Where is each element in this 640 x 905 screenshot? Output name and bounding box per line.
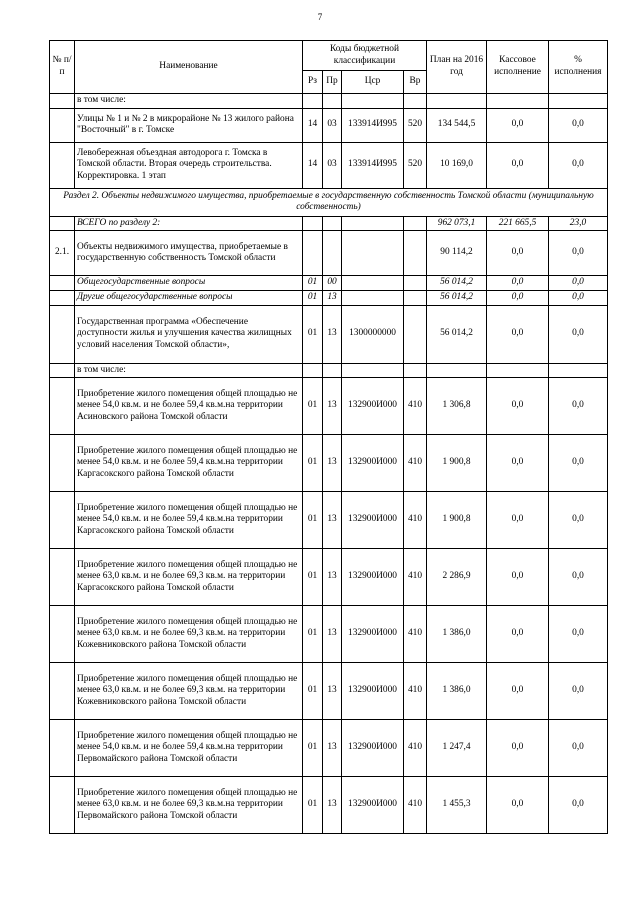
cell-pct: 0,0 bbox=[549, 290, 608, 305]
cell-empty bbox=[549, 94, 608, 109]
cell-cash: 0,0 bbox=[487, 108, 549, 142]
cell-name: в том числе: bbox=[75, 363, 303, 378]
cell-rz: 01 bbox=[303, 777, 323, 834]
cell-cash: 0,0 bbox=[487, 290, 549, 305]
cell-name: Другие общегосударственные вопросы bbox=[75, 290, 303, 305]
page-number: 7 bbox=[317, 12, 323, 22]
cell-cash: 0,0 bbox=[487, 231, 549, 276]
cell-vr: 410 bbox=[404, 492, 427, 549]
col-header-pct: % исполнения bbox=[549, 41, 608, 94]
cell-csr: 132900И000 bbox=[342, 378, 404, 435]
cell-pct: 0,0 bbox=[549, 549, 608, 606]
cell-num bbox=[50, 276, 75, 291]
cell-pr: 13 bbox=[323, 549, 342, 606]
cell-pct: 0,0 bbox=[549, 492, 608, 549]
table-row bbox=[50, 492, 608, 549]
cell-num bbox=[50, 435, 75, 492]
cell-csr: 132900И000 bbox=[342, 549, 404, 606]
cell-vr bbox=[404, 231, 427, 276]
table-row bbox=[50, 378, 608, 435]
cell-plan: 56 014,2 bbox=[427, 276, 487, 291]
cell-rz: 01 bbox=[303, 435, 323, 492]
cell-pct: 0,0 bbox=[549, 720, 608, 777]
cell-vr bbox=[404, 216, 427, 231]
table-row bbox=[50, 435, 608, 492]
cell-csr bbox=[342, 276, 404, 291]
section-title: Раздел 2. Объекты недвижимого имущества, приобретаемые в государственную собственность Томской области (муниципальную собственность) bbox=[50, 188, 608, 216]
cell-pr: 13 bbox=[323, 305, 342, 363]
cell-pct: 0,0 bbox=[549, 276, 608, 291]
cell-csr: 132900И000 bbox=[342, 663, 404, 720]
cell-empty bbox=[323, 363, 342, 378]
cell-num bbox=[50, 94, 75, 109]
cell-cash: 0,0 bbox=[487, 142, 549, 188]
col-header-rz: Рз bbox=[303, 71, 323, 94]
cell-csr: 133914И995 bbox=[342, 108, 404, 142]
cell-plan: 90 114,2 bbox=[427, 231, 487, 276]
cell-pct: 0,0 bbox=[549, 435, 608, 492]
cell-vr: 410 bbox=[404, 435, 427, 492]
cell-vr: 410 bbox=[404, 606, 427, 663]
cell-vr: 520 bbox=[404, 108, 427, 142]
cell-plan: 1 247,4 bbox=[427, 720, 487, 777]
cell-rz: 01 bbox=[303, 276, 323, 291]
table-row bbox=[50, 606, 608, 663]
cell-pr bbox=[323, 231, 342, 276]
cell-empty bbox=[427, 363, 487, 378]
cell-name: Приобретение жилого помещения общей площадью не менее 54,0 кв.м. и не более 59,4 кв.м.на территории Каргасокского района Томской области bbox=[75, 435, 303, 492]
cell-name: Улицы № 1 и № 2 в микрорайоне № 13 жилого района "Восточный" в г. Томске bbox=[75, 108, 303, 142]
cell-name: Общегосударственные вопросы bbox=[75, 276, 303, 291]
cell-pct: 0,0 bbox=[549, 142, 608, 188]
cell-vr: 410 bbox=[404, 777, 427, 834]
cell-plan: 10 169,0 bbox=[427, 142, 487, 188]
cell-plan: 1 900,8 bbox=[427, 435, 487, 492]
cell-empty bbox=[323, 94, 342, 109]
table-row bbox=[50, 720, 608, 777]
cell-vr: 520 bbox=[404, 142, 427, 188]
cell-plan: 1 386,0 bbox=[427, 606, 487, 663]
cell-empty bbox=[404, 363, 427, 378]
cell-pr: 00 bbox=[323, 276, 342, 291]
cell-vr: 410 bbox=[404, 720, 427, 777]
cell-csr: 132900И000 bbox=[342, 777, 404, 834]
cell-csr: 132900И000 bbox=[342, 435, 404, 492]
cell-vr bbox=[404, 305, 427, 363]
table-row bbox=[50, 216, 608, 231]
table-row bbox=[50, 290, 608, 305]
cell-vr bbox=[404, 276, 427, 291]
cell-name: Приобретение жилого помещения общей площадью не менее 63,0 кв.м. и не более 69,3 кв.м. на территории Кожевниковского района Томской области bbox=[75, 663, 303, 720]
cell-cash: 0,0 bbox=[487, 777, 549, 834]
cell-name: Приобретение жилого помещения общей площадью не менее 54,0 кв.м. и не более 59,4 кв.м.на территории Первомайского района Томской области bbox=[75, 720, 303, 777]
cell-pr: 13 bbox=[323, 663, 342, 720]
cell-pct: 0,0 bbox=[549, 378, 608, 435]
cell-plan: 1 306,8 bbox=[427, 378, 487, 435]
cell-csr bbox=[342, 290, 404, 305]
cell-rz: 01 bbox=[303, 378, 323, 435]
cell-pr: 13 bbox=[323, 606, 342, 663]
cell-rz: 01 bbox=[303, 606, 323, 663]
cell-csr bbox=[342, 216, 404, 231]
table-row bbox=[50, 549, 608, 606]
cell-num bbox=[50, 549, 75, 606]
cell-num bbox=[50, 492, 75, 549]
cell-pr: 13 bbox=[323, 435, 342, 492]
table-row bbox=[50, 94, 608, 109]
cell-csr: 1300000000 bbox=[342, 305, 404, 363]
cell-name: Приобретение жилого помещения общей площадью не менее 54,0 кв.м. и не более 59,4 кв.м.на территории Асиновского района Томской области bbox=[75, 378, 303, 435]
cell-num bbox=[50, 663, 75, 720]
cell-num: 2.1. bbox=[50, 231, 75, 276]
cell-empty bbox=[342, 94, 404, 109]
table-row bbox=[50, 663, 608, 720]
cell-rz: 14 bbox=[303, 108, 323, 142]
cell-empty bbox=[303, 94, 323, 109]
col-header-plan: План на 2016 год bbox=[427, 41, 487, 94]
cell-csr: 133914И995 bbox=[342, 142, 404, 188]
cell-name: Приобретение жилого помещения общей площадью не менее 54,0 кв.м. и не более 59,4 кв.м.на территории Каргасокского района Томской области bbox=[75, 492, 303, 549]
cell-plan: 1 900,8 bbox=[427, 492, 487, 549]
cell-plan: 2 286,9 bbox=[427, 549, 487, 606]
cell-cash: 0,0 bbox=[487, 720, 549, 777]
cell-rz: 01 bbox=[303, 492, 323, 549]
cell-pr: 03 bbox=[323, 142, 342, 188]
table-row bbox=[50, 108, 608, 142]
cell-plan: 134 544,5 bbox=[427, 108, 487, 142]
col-header-codes: Коды бюджетной классификации bbox=[303, 41, 427, 71]
cell-empty bbox=[303, 363, 323, 378]
cell-pct: 0,0 bbox=[549, 108, 608, 142]
cell-vr bbox=[404, 290, 427, 305]
cell-empty bbox=[549, 363, 608, 378]
cell-cash: 0,0 bbox=[487, 305, 549, 363]
cell-pr: 13 bbox=[323, 290, 342, 305]
cell-plan: 56 014,2 bbox=[427, 290, 487, 305]
cell-csr bbox=[342, 231, 404, 276]
col-header-pr: Пр bbox=[323, 71, 342, 94]
cell-empty bbox=[427, 94, 487, 109]
cell-rz: 01 bbox=[303, 549, 323, 606]
table-row bbox=[50, 305, 608, 363]
cell-name: Приобретение жилого помещения общей площадью не менее 63,0 кв.м. и не более 69,3 кв.м. на территории Кожевниковского района Томской области bbox=[75, 606, 303, 663]
cell-empty bbox=[342, 363, 404, 378]
cell-pr: 13 bbox=[323, 720, 342, 777]
cell-rz: 01 bbox=[303, 663, 323, 720]
cell-pr bbox=[323, 216, 342, 231]
cell-plan: 1 455,3 bbox=[427, 777, 487, 834]
cell-num bbox=[50, 720, 75, 777]
cell-num bbox=[50, 363, 75, 378]
cell-num bbox=[50, 142, 75, 188]
col-header-name: Наименование bbox=[75, 41, 303, 94]
cell-empty bbox=[487, 94, 549, 109]
cell-name: Левобережная объездная автодорога г. Томска в Томской области. Вторая очередь строительства. Корректировка. 1 этап bbox=[75, 142, 303, 188]
cell-num bbox=[50, 777, 75, 834]
cell-csr: 132900И000 bbox=[342, 720, 404, 777]
cell-pct: 0,0 bbox=[549, 305, 608, 363]
cell-pr: 13 bbox=[323, 777, 342, 834]
cell-empty bbox=[404, 94, 427, 109]
cell-name: в том числе: bbox=[75, 94, 303, 109]
cell-pct: 0,0 bbox=[549, 606, 608, 663]
cell-vr: 410 bbox=[404, 378, 427, 435]
cell-vr: 410 bbox=[404, 549, 427, 606]
cell-rz: 14 bbox=[303, 142, 323, 188]
table-body bbox=[50, 94, 608, 834]
cell-csr: 132900И000 bbox=[342, 492, 404, 549]
col-header-vr: Вр bbox=[404, 71, 427, 94]
cell-empty bbox=[487, 363, 549, 378]
cell-cash: 221 665,5 bbox=[487, 216, 549, 231]
col-header-csr: Цср bbox=[342, 71, 404, 94]
cell-pct: 0,0 bbox=[549, 777, 608, 834]
cell-cash: 0,0 bbox=[487, 549, 549, 606]
cell-cash: 0,0 bbox=[487, 435, 549, 492]
cell-cash: 0,0 bbox=[487, 663, 549, 720]
cell-plan: 56 014,2 bbox=[427, 305, 487, 363]
cell-name: Приобретение жилого помещения общей площадью не менее 63,0 кв.м. и не более 69,3 кв.м. на территории Каргасокского района Томской области bbox=[75, 549, 303, 606]
cell-cash: 0,0 bbox=[487, 378, 549, 435]
cell-pct: 23,0 bbox=[549, 216, 608, 231]
cell-rz bbox=[303, 231, 323, 276]
cell-rz bbox=[303, 216, 323, 231]
cell-pr: 03 bbox=[323, 108, 342, 142]
cell-num bbox=[50, 108, 75, 142]
table-row bbox=[50, 777, 608, 834]
cell-num bbox=[50, 290, 75, 305]
cell-num bbox=[50, 606, 75, 663]
cell-cash: 0,0 bbox=[487, 492, 549, 549]
table-header-row bbox=[50, 41, 608, 71]
cell-name: ВСЕГО по разделу 2: bbox=[75, 216, 303, 231]
cell-plan: 962 073,1 bbox=[427, 216, 487, 231]
table-row bbox=[50, 363, 608, 378]
cell-rz: 01 bbox=[303, 305, 323, 363]
table-row bbox=[50, 276, 608, 291]
table-row bbox=[50, 142, 608, 188]
cell-name: Приобретение жилого помещения общей площадью не менее 63,0 кв.м. и не более 69,3 кв.м.на территории Первомайского района Томской области bbox=[75, 777, 303, 834]
cell-cash: 0,0 bbox=[487, 276, 549, 291]
table-row bbox=[50, 231, 608, 276]
cell-pct: 0,0 bbox=[549, 663, 608, 720]
table-row bbox=[50, 188, 608, 216]
col-header-num: № п/п bbox=[50, 41, 75, 94]
cell-num bbox=[50, 378, 75, 435]
cell-num bbox=[50, 305, 75, 363]
cell-name: Государственная программа «Обеспечение доступности жилья и улучшения качества жилищных условий населения Томской области», bbox=[75, 305, 303, 363]
cell-vr: 410 bbox=[404, 663, 427, 720]
cell-pr: 13 bbox=[323, 378, 342, 435]
col-header-cash: Кассовое исполнение bbox=[487, 41, 549, 94]
cell-num bbox=[50, 216, 75, 231]
cell-pct: 0,0 bbox=[549, 231, 608, 276]
cell-pr: 13 bbox=[323, 492, 342, 549]
cell-rz: 01 bbox=[303, 720, 323, 777]
cell-name: Объекты недвижимого имущества, приобретаемые в государственную собственность Томской области bbox=[75, 231, 303, 276]
cell-plan: 1 386,0 bbox=[427, 663, 487, 720]
cell-cash: 0,0 bbox=[487, 606, 549, 663]
budget-table bbox=[49, 40, 608, 834]
cell-rz: 01 bbox=[303, 290, 323, 305]
cell-csr: 132900И000 bbox=[342, 606, 404, 663]
